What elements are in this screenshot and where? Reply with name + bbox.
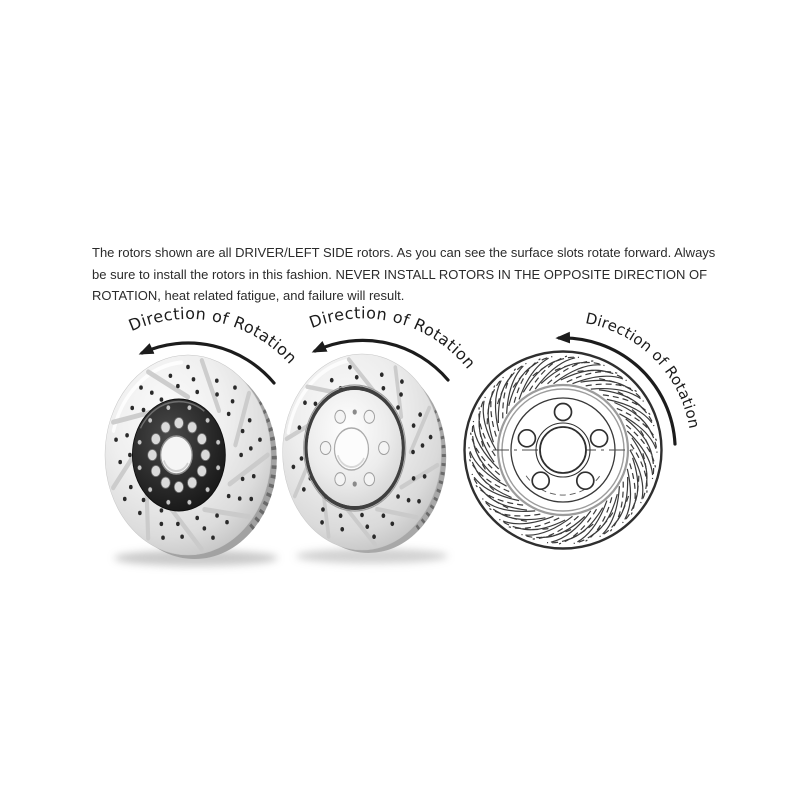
rivet: [166, 500, 170, 505]
bolt-hole: [335, 410, 346, 423]
rivet: [137, 440, 141, 445]
drill-hole: [241, 477, 245, 481]
warning-line-1: The rotors shown are all DRIVER/LEFT SIDE rotors. As you can see the surface slots rotate forward. Always: [92, 245, 716, 260]
rivet: [187, 500, 191, 505]
bolt-hole: [148, 449, 157, 460]
drill-hole: [128, 453, 132, 457]
drill-hole: [396, 405, 400, 410]
drill-hole: [412, 476, 416, 481]
rotor-photo-silver-hub: [283, 354, 447, 553]
center-bore: [334, 428, 368, 470]
drill-hole: [195, 516, 199, 520]
lug-hole: [532, 472, 549, 489]
drill-hole: [400, 379, 404, 384]
drill-hole: [186, 365, 190, 369]
drill-hole: [412, 423, 416, 428]
rotor-photo-black-hub: [105, 355, 277, 559]
drill-hole: [195, 390, 199, 394]
drill-hole: [227, 494, 231, 498]
drill-hole: [241, 429, 245, 433]
drill-hole: [180, 535, 184, 539]
drill-hole: [176, 522, 180, 526]
rivet: [148, 487, 152, 492]
rivet: [166, 405, 170, 410]
drill-hole: [160, 522, 164, 526]
drill-hole: [233, 385, 237, 389]
drill-hole: [330, 378, 334, 383]
drill-hole: [169, 374, 173, 378]
drill-hole: [130, 406, 134, 410]
drill-hole: [348, 365, 352, 370]
drill-hole: [382, 386, 386, 391]
drill-hole: [114, 438, 118, 442]
drill-hole: [192, 377, 196, 381]
bolt-hole: [197, 465, 206, 476]
bolt-hole: [151, 433, 160, 444]
drill-hole: [429, 435, 433, 440]
drill-hole: [365, 524, 369, 529]
rivet: [148, 418, 152, 423]
drill-hole: [421, 443, 425, 448]
drill-hole: [292, 465, 296, 470]
drill-hole: [407, 498, 411, 503]
drill-hole: [399, 392, 403, 397]
center-bore: [540, 427, 586, 473]
drill-hole: [380, 372, 384, 377]
drill-hole: [417, 499, 421, 504]
drill-hole: [142, 408, 146, 412]
drill-hole: [298, 425, 302, 430]
rivet: [216, 440, 220, 445]
drill-hole: [211, 536, 215, 540]
drill-hole: [382, 513, 386, 518]
drill-hole: [215, 379, 219, 383]
drill-hole: [238, 496, 242, 500]
bolt-hole: [188, 422, 197, 433]
drill-hole: [302, 487, 306, 492]
rotation-label-1: Direction of Rotation: [125, 303, 302, 368]
drill-hole: [227, 412, 231, 416]
bolt-hole: [161, 422, 170, 433]
warning-line-3: ROTATION, heat related fatigue, and failure will result.: [92, 288, 405, 303]
drill-hole: [423, 474, 427, 479]
drill-hole: [139, 385, 143, 389]
drill-hole: [320, 520, 324, 525]
drill-hole: [340, 527, 344, 532]
drill-hole: [203, 526, 207, 530]
bolt-hole: [379, 442, 390, 455]
drill-hole: [123, 497, 127, 501]
lug-hole: [555, 404, 572, 421]
warning-line-2: be sure to install the rotors in this fashion. NEVER INSTALL ROTORS IN THE OPPOSITE DIRECTION OF: [92, 266, 708, 282]
rotor-line-drawing: [465, 352, 662, 549]
drill-hole: [215, 392, 219, 396]
drill-hole: [372, 534, 376, 539]
bolt-hole: [320, 442, 331, 455]
drill-hole: [303, 400, 307, 405]
drill-hole: [118, 460, 122, 464]
bolt-hole: [364, 473, 375, 486]
drill-hole: [300, 456, 304, 461]
drill-hole: [231, 399, 235, 403]
rivet: [216, 465, 220, 470]
bolt-hole: [151, 465, 160, 476]
drill-hole: [215, 513, 219, 517]
rivet: [205, 418, 209, 423]
bolt-hole: [174, 417, 183, 428]
drill-hole: [249, 446, 253, 450]
rivet: [205, 487, 209, 492]
drill-hole: [355, 375, 359, 380]
drill-hole: [150, 391, 154, 395]
drill-hole: [396, 494, 400, 499]
bolt-hole: [197, 433, 206, 444]
drill-hole: [258, 438, 262, 442]
rotation-label-2: Direction of Rotation: [306, 303, 480, 373]
lug-hole: [518, 430, 535, 447]
drill-hole: [225, 520, 229, 524]
drill-hole: [321, 507, 325, 512]
bolt-hole: [335, 473, 346, 486]
drill-hole: [339, 513, 343, 518]
drill-hole: [160, 397, 164, 401]
rivet: [187, 405, 191, 410]
bolt-hole: [174, 481, 183, 492]
drill-hole: [125, 433, 129, 437]
lug-hole: [591, 430, 608, 447]
bolt-hole: [161, 477, 170, 488]
drill-hole: [360, 513, 364, 518]
drill-hole: [248, 418, 252, 422]
drill-hole: [176, 384, 180, 388]
drill-hole: [411, 450, 415, 455]
drill-hole: [161, 536, 165, 540]
rotation-label-3: Direction of Rotation: [584, 309, 704, 431]
center-bore: [161, 436, 193, 474]
index-hole: [353, 481, 357, 486]
bolt-hole: [188, 477, 197, 488]
drill-hole: [138, 511, 142, 515]
index-hole: [353, 409, 357, 414]
drill-hole: [160, 508, 164, 512]
bolt-hole: [364, 410, 375, 423]
drill-hole: [249, 497, 253, 501]
lug-hole: [577, 472, 594, 489]
drill-hole: [142, 498, 146, 502]
rivet: [137, 465, 141, 470]
drill-hole: [252, 474, 256, 478]
bolt-hole: [201, 449, 210, 460]
drill-hole: [129, 485, 133, 489]
drill-hole: [239, 453, 243, 457]
drill-hole: [418, 412, 422, 417]
drill-hole: [390, 522, 394, 527]
